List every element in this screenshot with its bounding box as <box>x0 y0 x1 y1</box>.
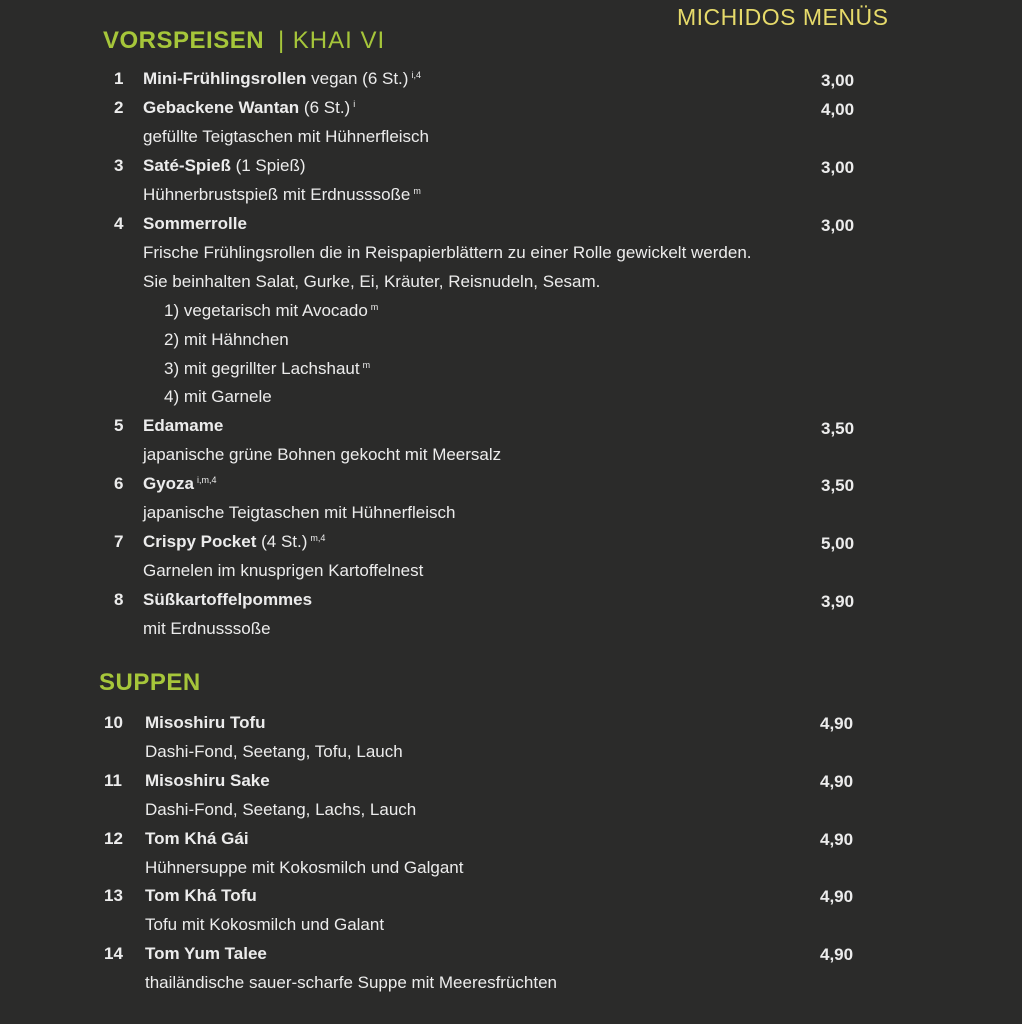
allergen-marks: m <box>413 186 421 196</box>
item-number: 3 <box>114 156 124 175</box>
item-description: Frische Frühlingsrollen die in Reispapierblättern zu einer Rolle gewickelt werden. <box>143 243 752 262</box>
item-number: 6 <box>114 474 124 493</box>
item-number: 8 <box>114 590 124 609</box>
allergen-marks: i <box>353 99 356 109</box>
item-price: 4,90 <box>820 772 854 791</box>
item-number: 5 <box>114 416 124 435</box>
item-name: Tom Khá Gái <box>145 829 249 848</box>
item-name: Misoshiru Tofu <box>145 713 266 732</box>
item-description: japanische Teigtaschen mit Hühnerfleisch <box>143 503 456 522</box>
item-option: 1) vegetarisch mit Avocado $^m$ <box>164 301 379 320</box>
item-option: 4) mit Garnele <box>164 387 272 406</box>
item-name: Sommerrolle <box>143 214 247 233</box>
item-description: japanische grüne Bohnen gekocht mit Meersalz <box>143 445 502 464</box>
title-separator: | <box>278 27 285 54</box>
allergen-marks: i,4 <box>411 70 421 80</box>
item-price: 4,90 <box>820 945 854 964</box>
brand-title: MICHIDOS MENÜS <box>677 4 889 30</box>
item-description: gefüllte Teigtaschen mit Hühnerfleisch <box>143 127 430 146</box>
item-price: 4,90 <box>820 830 854 849</box>
item-description: thailändische sauer-scharfe Suppe mit Meeresfrüchten <box>145 973 557 992</box>
item-description: Hühnersuppe mit Kokosmilch und Galgant <box>145 858 464 877</box>
item-price: 3,50 <box>821 476 855 495</box>
item-name: Tom Yum Talee <box>145 944 267 963</box>
item-number: 11 <box>104 771 122 790</box>
item-price: 5,00 <box>821 534 855 553</box>
allergen-marks: m <box>370 302 379 312</box>
allergen-marks: m <box>362 360 371 370</box>
item-description: mit Erdnusssoße <box>143 619 271 638</box>
item-price: 3,00 <box>821 71 855 90</box>
item-number: 14 <box>104 944 123 963</box>
allergen-marks: i,m,4 <box>197 475 217 485</box>
item-number: 12 <box>104 829 123 848</box>
item-number: 1 <box>114 69 124 88</box>
section-subtitle: KHAI VI <box>292 27 386 54</box>
item-description: Dashi-Fond, Seetang, Tofu, Lauch <box>145 742 403 761</box>
item-price: 3,00 <box>821 158 855 177</box>
item-description: Sie beinhalten Salat, Gurke, Ei, Kräuter, Reisnudeln, Sesam. <box>143 272 601 291</box>
item-name: Süßkartoffelpommes <box>143 590 313 609</box>
item-number: 7 <box>114 532 124 551</box>
allergen-marks: m,4 <box>310 533 326 543</box>
item-name: Misoshiru Sake <box>145 771 270 790</box>
item-name: Tom Khá Tofu <box>145 886 257 905</box>
item-description: Hühnerbrustspieß mit Erdnusssoße $^m$ <box>143 185 421 204</box>
section-title-suppen: SUPPEN <box>99 669 201 696</box>
item-price: 3,50 <box>821 419 855 438</box>
item-price: 4,90 <box>820 887 854 906</box>
item-name: Edamame <box>143 416 224 435</box>
item-name: Saté-Spieß (1 Spieß) <box>143 156 306 175</box>
item-option: 2) mit Hähnchen <box>164 330 289 349</box>
item-description: Garnelen im knusprigen Kartoffelnest <box>143 561 424 580</box>
item-number: 2 <box>114 98 124 117</box>
item-price: 3,00 <box>821 216 855 235</box>
item-price: 4,00 <box>821 100 855 119</box>
item-name: Crispy Pocket (4 St.) $^{m,4}$ <box>143 532 326 551</box>
item-description: Tofu mit Kokosmilch und Galant <box>145 915 385 934</box>
item-number: 4 <box>114 214 124 233</box>
section-title-vorspeisen <box>103 27 385 55</box>
item-price: 4,90 <box>820 714 854 733</box>
item-description: Dashi-Fond, Seetang, Lachs, Lauch <box>145 800 417 819</box>
item-name: Gyoza $^{i,m,4}$ <box>143 474 217 493</box>
item-name: Gebackene Wantan (6 St.) $^i$ <box>143 98 356 117</box>
item-price: 3,90 <box>821 592 855 611</box>
item-name: Mini-Frühlingsrollen vegan (6 St.) $^{i,4}$ <box>143 69 421 88</box>
section-title-main: VORSPEISEN <box>103 27 265 54</box>
item-option: 3) mit gegrillter Lachshaut $^m$ <box>164 359 371 378</box>
item-number: 10 <box>104 713 123 732</box>
item-number: 13 <box>104 886 123 905</box>
